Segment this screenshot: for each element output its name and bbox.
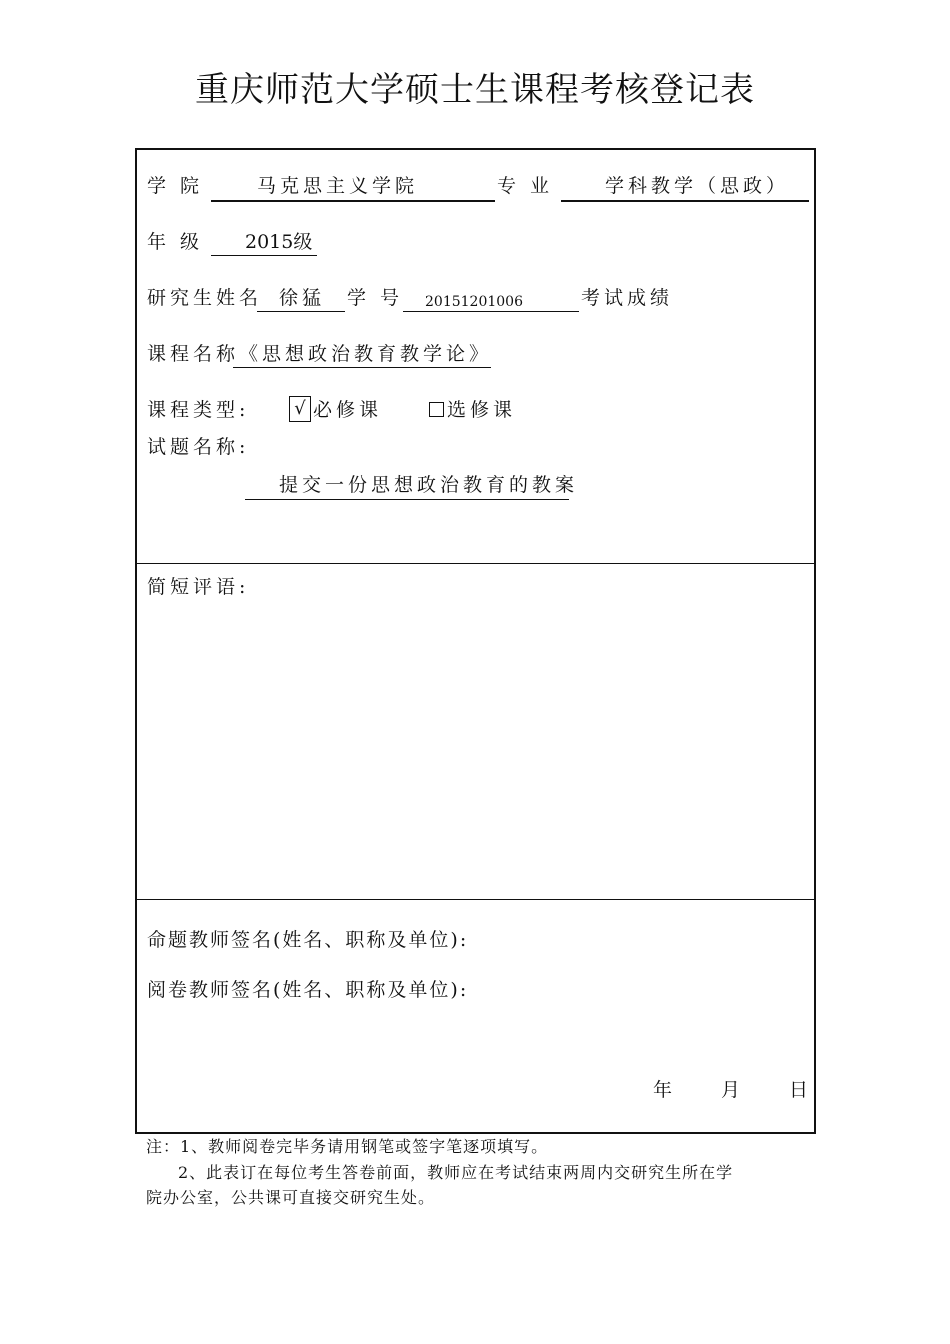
grade-label: 年 级 [147,231,204,253]
major-value[interactable]: 学科教学（思政） [605,175,790,197]
topic-label: 试题名称: [147,436,250,458]
elective-label: 选修课 [447,399,517,421]
student-name-value[interactable]: 徐猛 [279,287,326,309]
topic-underline [245,499,569,500]
college-label: 学 院 [147,175,204,197]
course-type-label: 课程类型: [147,399,250,421]
college-value[interactable]: 马克思主义学院 [257,175,419,197]
note-line-2: 2、此表订在每位考生答卷前面，教师应在考试结束两周内交研究生所在学 [178,1163,734,1182]
student-id-value[interactable]: 20151201006 [425,294,523,310]
required-label: 必修课 [313,399,383,421]
course-name-underline [233,367,491,368]
date-day-label: 日 [789,1079,809,1101]
page-title: 重庆师范大学硕士生课程考核登记表 [195,70,755,110]
section-divider-1 [137,563,814,564]
form-frame [135,148,816,1134]
comment-label: 简短评语: [147,576,250,598]
note-line-3: 院办公室，公共课可直接交研究生处。 [146,1188,436,1207]
date-year-label: 年 [653,1079,673,1101]
college-underline [211,200,495,202]
grade-underline [211,255,317,256]
score-label: 考试成绩 [581,287,674,309]
student-name-underline [257,311,345,312]
required-checkbox[interactable]: √ [289,396,311,422]
student-id-underline [403,311,579,312]
note-line-1: 注：1、教师阅卷完毕务请用钢笔或签字笔逐项填写。 [146,1137,549,1156]
section-divider-2 [137,899,814,900]
course-name-value[interactable]: 《思想政治教育教学论》 [239,343,493,365]
grader-signature-label: 阅卷教师签名(姓名、职称及单位): [147,979,469,1001]
student-id-label: 学 号 [347,287,404,309]
major-label: 专 业 [497,175,554,197]
date-month-label: 月 [721,1079,741,1101]
topic-value[interactable]: 提交一份思想政治教育的教案 [279,474,579,496]
major-underline [561,200,809,202]
elective-checkbox[interactable] [429,402,444,417]
grade-value[interactable]: 2015级 [245,231,313,253]
student-name-label: 研究生姓名 [147,287,263,309]
setter-signature-label: 命题教师签名(姓名、职称及单位): [147,929,469,951]
course-name-label: 课程名称 [147,343,240,365]
